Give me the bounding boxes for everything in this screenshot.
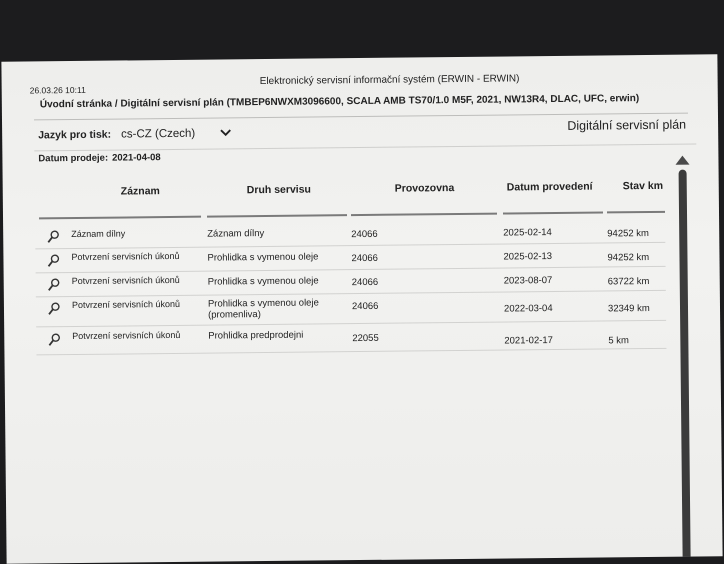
print-timestamp: 26.03.26 10:11 [29, 84, 86, 96]
cell-datum: 2023-08-07 [503, 275, 553, 287]
header-divider [39, 216, 201, 220]
cell-datum: 2025-02-13 [503, 251, 553, 263]
header-divider [607, 211, 665, 214]
printed-page [1, 54, 722, 563]
chevron-down-icon [219, 126, 232, 139]
header-divider [207, 214, 347, 217]
col-header-druh[interactable]: Druh servisu [246, 183, 312, 197]
cell-druh: Prohlidka s vymenou oleje [207, 275, 319, 288]
cell-km: 32349 km [607, 302, 650, 315]
col-header-datum[interactable]: Datum provedení [506, 180, 593, 194]
sale-date-label: Datum prodeje: [38, 152, 109, 165]
col-header-zaznam[interactable]: Záznam [120, 185, 160, 198]
cell-km: 63722 km [607, 275, 650, 288]
header-divider [351, 213, 497, 217]
cell-datum: 2025-02-14 [503, 227, 552, 239]
magnifier-icon[interactable] [47, 230, 59, 243]
language-value: cs-CZ (Czech) [121, 127, 196, 141]
cell-zaznam: Potvrzení servisních úkonů [71, 250, 180, 263]
language-row [38, 126, 232, 141]
language-label: Jazyk pro tisk: [38, 128, 112, 141]
vertical-scrollbar[interactable] [676, 156, 690, 564]
cell-druh-line1: Prohlidka s vymenou oleje [207, 297, 319, 310]
magnifier-icon[interactable] [48, 278, 60, 291]
cell-druh: Prohlidka predprodejni [208, 329, 304, 342]
cell-druh-line2: (promenliva) [207, 309, 261, 321]
magnifier-icon[interactable] [48, 302, 60, 315]
language-select[interactable] [121, 126, 232, 140]
cell-provozovna: 24066 [351, 300, 379, 313]
cell-zaznam: Potvrzení servisních úkonů [71, 298, 181, 311]
col-header-provozovna[interactable]: Provozovna [394, 182, 455, 195]
cell-km: 94252 km [607, 251, 650, 264]
cell-druh: Prohlidka s vymenou oleje [207, 251, 319, 264]
cell-provozovna: 24066 [351, 228, 378, 241]
col-header-km[interactable]: Stav km [622, 179, 664, 193]
plan-title: Digitální servisní plán [567, 117, 687, 133]
cell-druh [208, 297, 319, 320]
magnifier-icon[interactable] [47, 254, 59, 267]
cell-zaznam: Potvrzení servisních úkonů [71, 274, 180, 287]
header-divider [503, 211, 603, 214]
table-row[interactable] [36, 320, 666, 356]
sale-date-value: 2021-04-08 [112, 152, 161, 164]
cell-km: 5 km [608, 335, 629, 347]
cell-provozovna: 22055 [352, 332, 379, 345]
scrollbar-thumb[interactable] [679, 170, 691, 564]
system-title: Elektronický servisní informační systém (ERWIN - ERWIN) [259, 73, 520, 88]
service-plan-panel [34, 113, 693, 561]
cell-provozovna: 24066 [351, 252, 378, 265]
cell-zaznam: Záznam dílny [71, 228, 126, 240]
magnifier-icon[interactable] [48, 333, 60, 346]
breadcrumb: Úvodní stránka / Digitální servisní plán (TMBEP6NWXM3096600, SCALA AMB TS70/1.0 M5F, 2021, NW13R4, DLAC, UFC, erwin) [39, 93, 640, 111]
cell-datum: 2021-02-17 [504, 335, 554, 347]
cell-datum: 2022-03-04 [503, 303, 553, 315]
cell-druh: Záznam dílny [207, 228, 265, 240]
cell-km: 94252 km [607, 227, 650, 240]
cell-provozovna: 24066 [351, 276, 379, 289]
cell-zaznam: Potvrzení servisních úkonů [72, 329, 181, 342]
sale-date-row [34, 143, 696, 166]
triangle-up-icon[interactable] [675, 156, 689, 165]
